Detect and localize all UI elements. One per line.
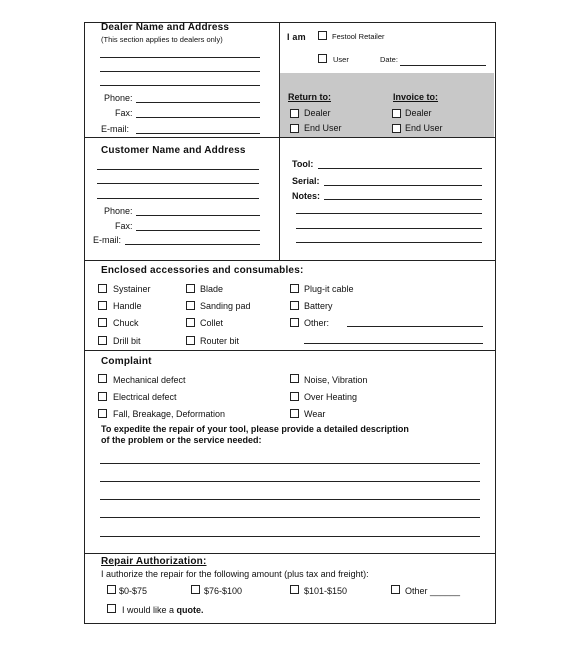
systainer-label: Systainer (113, 284, 151, 294)
dealer-fax-label: Fax: (115, 108, 133, 118)
repair-101-150-label: $101-$150 (304, 586, 348, 596)
description-line-1[interactable] (100, 463, 480, 464)
notes-label: Notes: (292, 191, 321, 201)
divider-h-3 (84, 350, 495, 351)
customer-fax-field[interactable] (136, 230, 260, 231)
other-accessory-label: Other: (304, 318, 330, 328)
description-line-2[interactable] (100, 481, 480, 482)
quote-bold: quote. (176, 605, 204, 615)
plugit-cable-label: Plug-it cable (304, 284, 354, 294)
notes-line-4[interactable] (296, 242, 482, 243)
over-heating-label: Over Heating (304, 392, 358, 402)
notes-line-2[interactable] (296, 213, 482, 214)
customer-phone-field[interactable] (136, 215, 260, 216)
fall-breakage-label: Fall, Breakage, Deformation (113, 409, 226, 419)
handle-label: Handle (113, 301, 142, 311)
handle-checkbox[interactable] (98, 301, 107, 310)
electrical-defect-label: Electrical defect (113, 392, 177, 402)
customer-email-field[interactable] (125, 244, 260, 245)
dealer-line-1 (100, 57, 260, 58)
dealer-line-3 (100, 85, 260, 86)
chuck-label: Chuck (113, 318, 139, 328)
iam-label: I am (287, 32, 306, 42)
invoice-enduser-checkbox[interactable] (392, 124, 401, 133)
dealer-email-field[interactable] (136, 133, 260, 134)
description-line-3[interactable] (100, 499, 480, 500)
plugit-cable-checkbox[interactable] (290, 284, 299, 293)
description-line-5[interactable] (100, 536, 480, 537)
wear-checkbox[interactable] (290, 409, 299, 418)
battery-label: Battery (304, 301, 333, 311)
dealer-title: Dealer Name and Address (101, 22, 230, 33)
customer-line-3 (97, 198, 259, 199)
router-bit-label: Router bit (200, 336, 240, 346)
dealer-phone-field[interactable] (136, 102, 260, 103)
dealer-fax-field[interactable] (136, 117, 260, 118)
systainer-checkbox[interactable] (98, 284, 107, 293)
quote-text (122, 605, 204, 615)
repair-title: Repair Authorization: (101, 556, 207, 567)
return-enduser-label: End User (304, 123, 342, 133)
sanding-pad-label: Sanding pad (200, 301, 251, 311)
blade-checkbox[interactable] (186, 284, 195, 293)
sanding-pad-checkbox[interactable] (186, 301, 195, 310)
noise-vibration-label: Noise, Vibration (304, 375, 368, 385)
return-to-title: Return to: (288, 92, 331, 102)
festool-retailer-label: Festool Retailer (332, 32, 385, 41)
wear-label: Wear (304, 409, 326, 419)
tool-label: Tool: (292, 159, 314, 169)
quote-checkbox[interactable] (107, 604, 116, 613)
collet-checkbox[interactable] (186, 318, 195, 327)
user-checkbox[interactable] (318, 54, 327, 63)
return-dealer-checkbox[interactable] (290, 109, 299, 118)
over-heating-checkbox[interactable] (290, 392, 299, 401)
mechanical-defect-checkbox[interactable] (98, 374, 107, 383)
complaint-title: Complaint (101, 356, 152, 367)
divider-h-1 (84, 137, 495, 138)
invoice-enduser-label: End User (405, 123, 443, 133)
repair-text: I authorize the repair for the following amount (plus tax and freight): (101, 569, 369, 579)
collet-label: Collet (200, 318, 224, 328)
other-accessory-checkbox[interactable] (290, 318, 299, 327)
fall-breakage-checkbox[interactable] (98, 409, 107, 418)
return-enduser-checkbox[interactable] (290, 124, 299, 133)
serial-field[interactable] (324, 185, 482, 186)
repair-other-checkbox[interactable] (391, 585, 400, 594)
customer-line-1 (97, 169, 259, 170)
dealer-email-label: E-mail: (101, 124, 130, 134)
electrical-defect-checkbox[interactable] (98, 392, 107, 401)
dealer-line-2 (100, 71, 260, 72)
repair-0-75-checkbox[interactable] (107, 585, 116, 594)
quote-prefix: I would like a (122, 605, 177, 615)
mechanical-defect-label: Mechanical defect (113, 375, 186, 385)
divider-h-2 (84, 260, 495, 261)
dealer-phone-label: Phone: (104, 93, 133, 103)
tool-field[interactable] (318, 168, 482, 169)
repair-76-100-checkbox[interactable] (191, 585, 200, 594)
chuck-checkbox[interactable] (98, 318, 107, 327)
complaint-instruction-1: To expedite the repair of your tool, please provide a detailed description (101, 424, 409, 434)
notes-line-1[interactable] (324, 199, 482, 200)
description-line-4[interactable] (100, 517, 480, 518)
noise-vibration-checkbox[interactable] (290, 374, 299, 383)
repair-other-label: Other ______ (405, 586, 461, 596)
other-accessory-field-2[interactable] (304, 343, 483, 344)
customer-line-2 (97, 183, 259, 184)
repair-0-75-label: $0-$75 (119, 586, 148, 596)
festool-retailer-checkbox[interactable] (318, 31, 327, 40)
date-label: Date: (380, 55, 398, 64)
battery-checkbox[interactable] (290, 301, 299, 310)
complaint-instruction-2: of the problem or the service needed: (101, 435, 262, 445)
divider-v-top (279, 22, 280, 260)
invoice-to-title: Invoice to: (393, 92, 439, 102)
date-field[interactable] (400, 65, 486, 66)
drill-bit-label: Drill bit (113, 336, 141, 346)
other-accessory-field-1[interactable] (347, 326, 483, 327)
customer-email-label: E-mail: (93, 235, 122, 245)
customer-fax-label: Fax: (115, 221, 133, 231)
serial-label: Serial: (292, 176, 320, 186)
return-dealer-label: Dealer (304, 108, 331, 118)
notes-line-3[interactable] (296, 228, 482, 229)
customer-title: Customer Name and Address (101, 145, 246, 156)
repair-101-150-checkbox[interactable] (290, 585, 299, 594)
invoice-dealer-label: Dealer (405, 108, 432, 118)
dealer-note: (This section applies to dealers only) (101, 35, 223, 44)
repair-76-100-label: $76-$100 (204, 586, 243, 596)
blade-label: Blade (200, 284, 224, 294)
drill-bit-checkbox[interactable] (98, 336, 107, 345)
router-bit-checkbox[interactable] (186, 336, 195, 345)
user-label: User (333, 55, 349, 64)
accessories-title: Enclosed accessories and consumables: (101, 265, 304, 276)
divider-h-4 (84, 553, 495, 554)
customer-phone-label: Phone: (104, 206, 133, 216)
invoice-dealer-checkbox[interactable] (392, 109, 401, 118)
